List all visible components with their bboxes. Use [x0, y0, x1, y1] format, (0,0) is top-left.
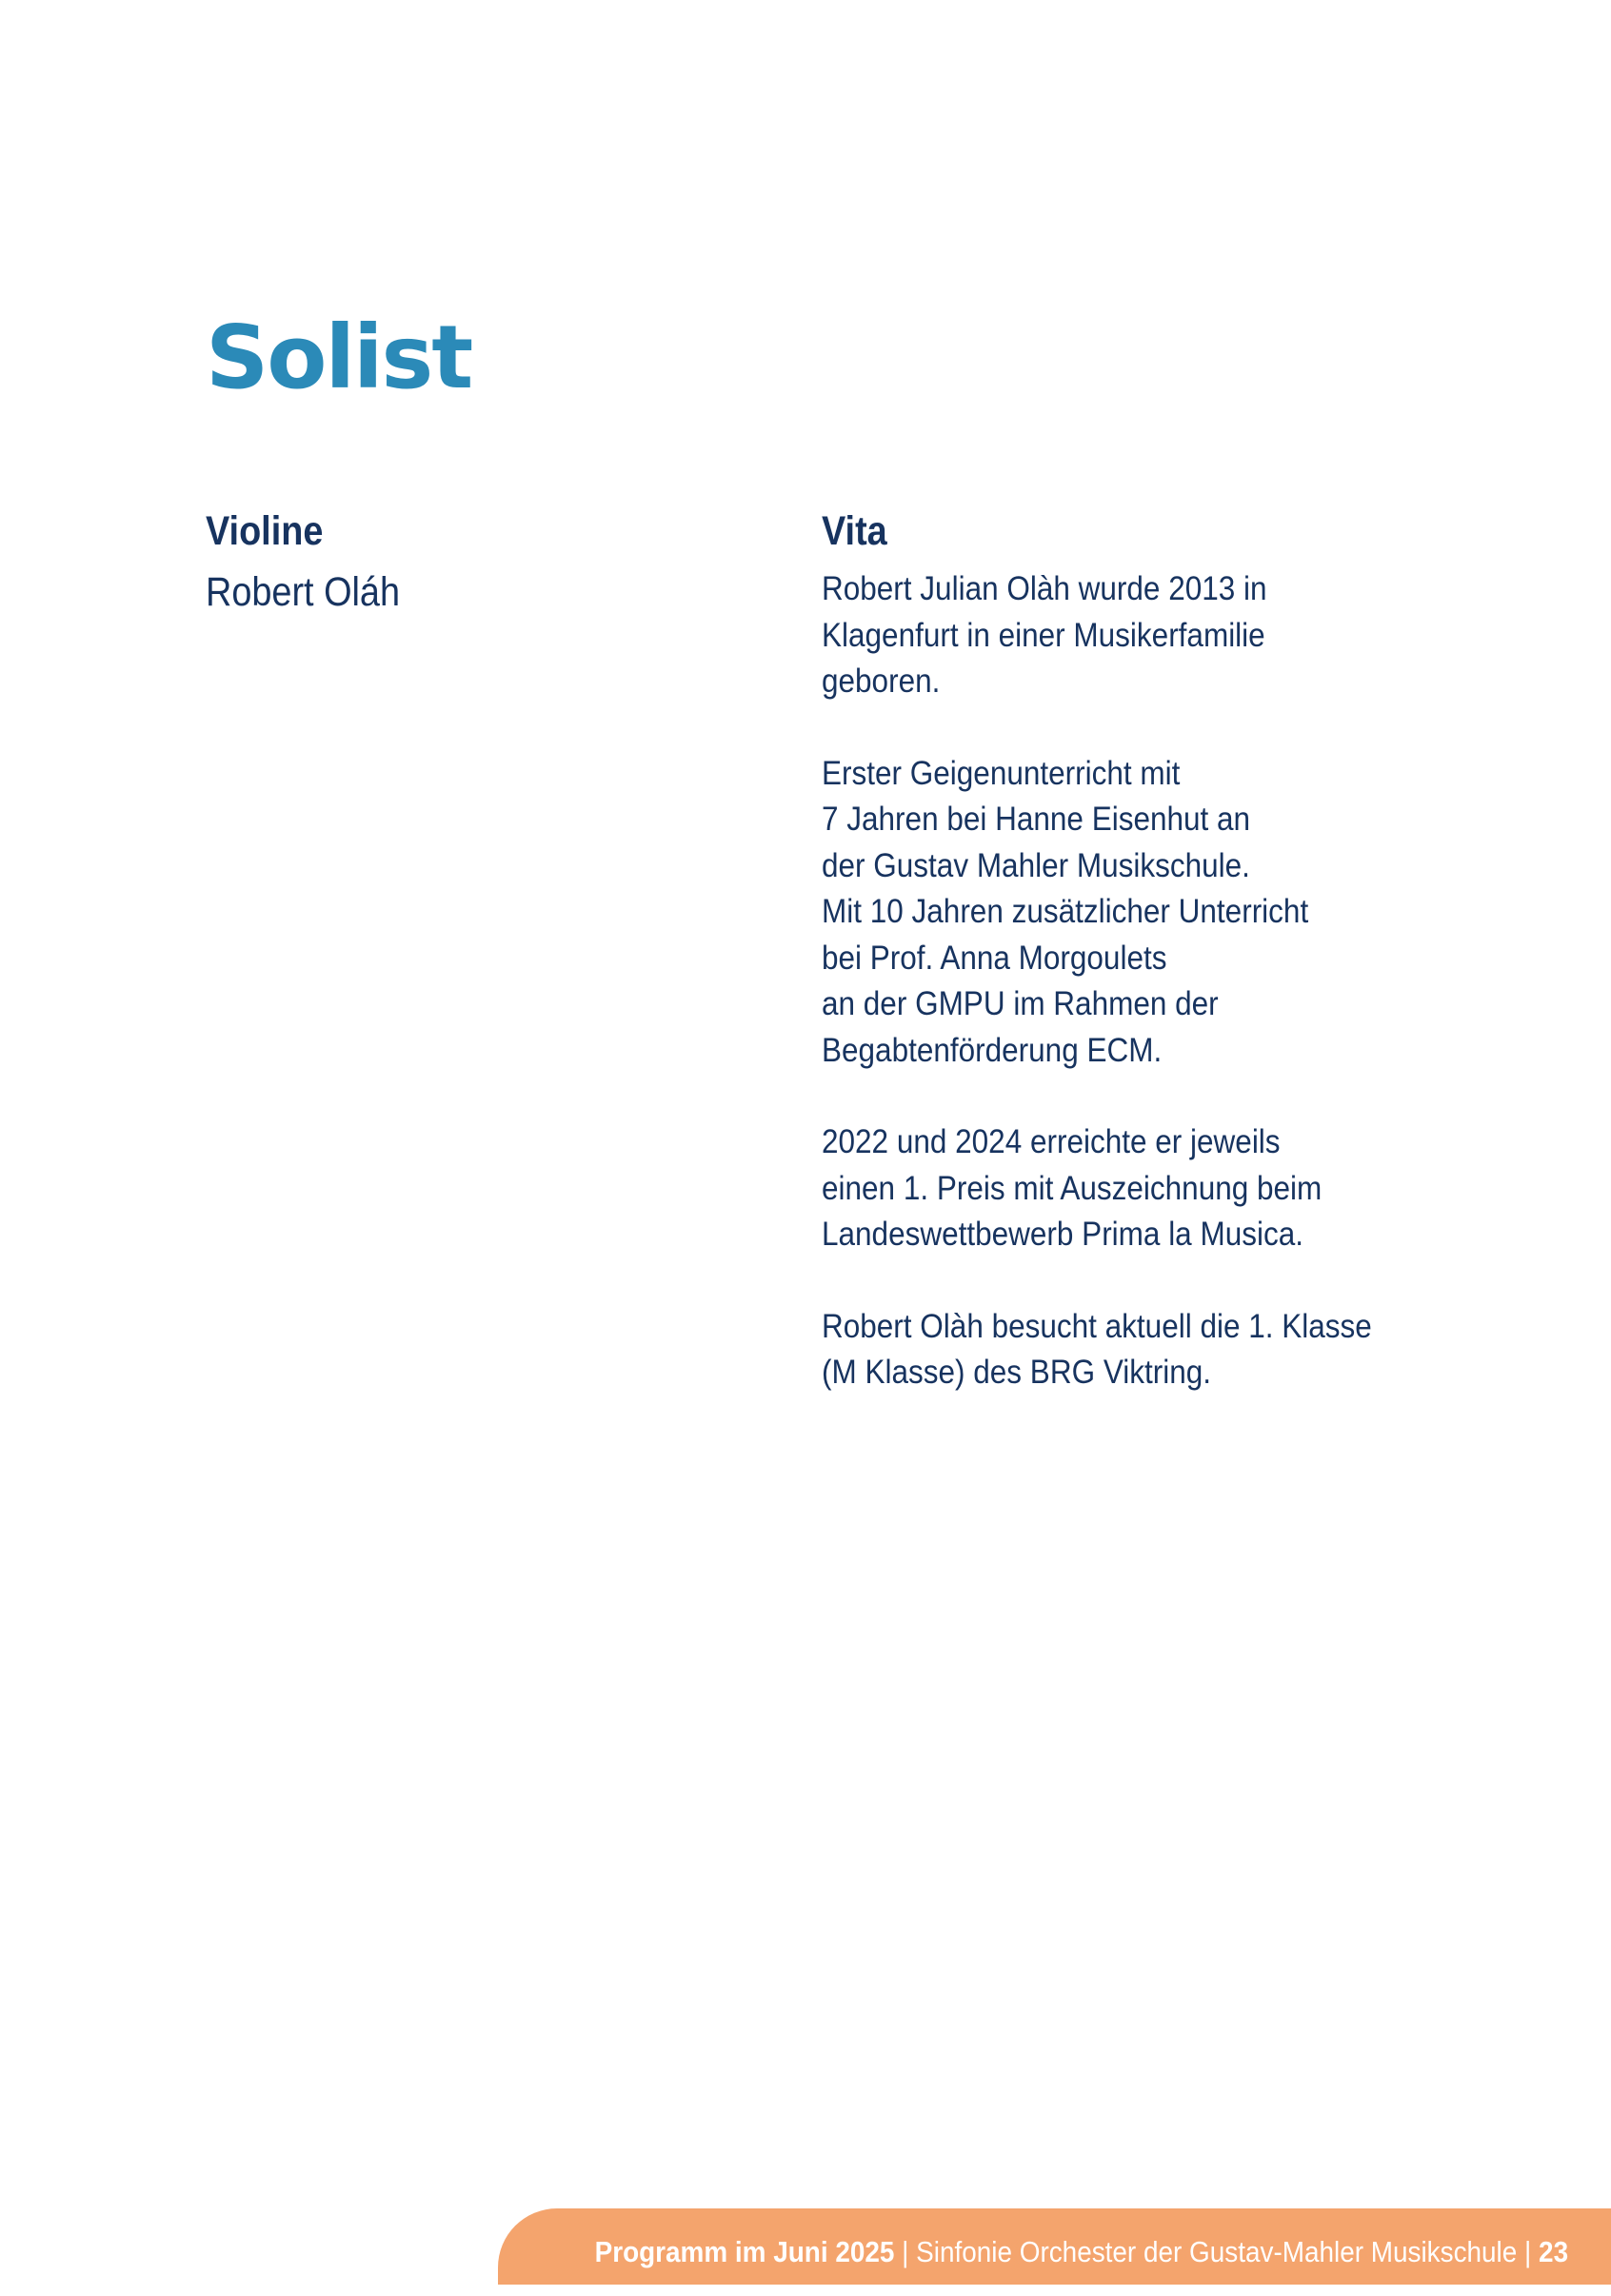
- footer-orchestra: Sinfonie Orchester der Gustav-Mahler Musikschule: [916, 2235, 1518, 2268]
- vita-line: (M Klasse) des BRG Viktring.: [822, 1354, 1212, 1391]
- vita-line: Erster Geigenunterricht mit: [822, 754, 1181, 792]
- vita-line: einen 1. Preis mit Auszeichnung beim: [822, 1169, 1323, 1207]
- soloist-name: Robert Oláh: [206, 569, 401, 615]
- vita-line: geboren.: [822, 663, 941, 700]
- vita-line: 7 Jahren bei Hanne Eisenhut an: [822, 801, 1251, 838]
- vita-line: Begabtenförderung ECM.: [822, 1031, 1163, 1069]
- vita-line: Robert Julian Olàh wurde 2013 in: [822, 570, 1267, 607]
- vita-line: Mit 10 Jahren zusätzlicher Unterricht: [822, 893, 1309, 930]
- page-title: Solist: [206, 307, 472, 408]
- footer-band: [498, 2208, 1611, 2285]
- vita-line: 2022 und 2024 erreichte er jeweils: [822, 1123, 1281, 1160]
- vita-paragraph-education: [822, 751, 1488, 1075]
- vita-heading: Vita: [822, 508, 887, 554]
- vita-line: bei Prof. Anna Morgoulets: [822, 939, 1167, 977]
- vita-paragraph-birth: [822, 566, 1488, 705]
- vita-line: der Gustav Mahler Musikschule.: [822, 846, 1250, 884]
- vita-line: Robert Olàh besucht aktuell die 1. Klasse: [822, 1307, 1372, 1345]
- footer-separator: |: [1523, 2235, 1532, 2268]
- page-number: 23: [1538, 2235, 1568, 2268]
- footer-program: Programm im Juni 2025: [594, 2235, 895, 2268]
- vita-body: [822, 566, 1488, 1396]
- vita-section: [822, 505, 1488, 1442]
- vita-paragraph-awards: [822, 1119, 1488, 1258]
- vita-line: Klagenfurt in einer Musikerfamilie: [822, 616, 1265, 654]
- footer-text: [595, 2208, 1568, 2296]
- soloist-info: [206, 505, 739, 619]
- footer-separator: |: [902, 2235, 909, 2268]
- instrument-heading: Violine: [206, 508, 324, 554]
- vita-line: an der GMPU im Rahmen der: [822, 985, 1219, 1022]
- vita-line: Landeswettbewerb Prima la Musica.: [822, 1216, 1303, 1253]
- vita-paragraph-school: [822, 1304, 1488, 1396]
